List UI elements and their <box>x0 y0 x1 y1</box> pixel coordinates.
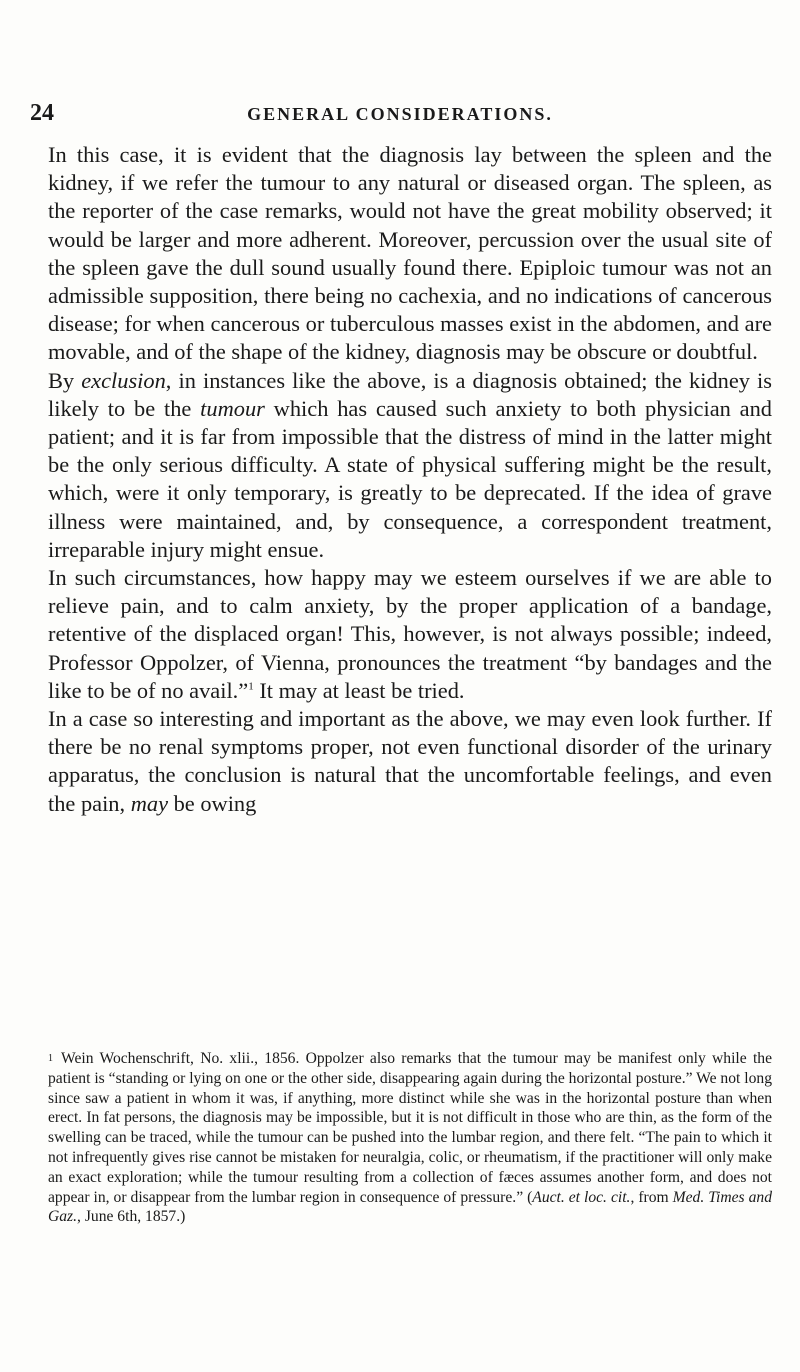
paragraph-text: By <box>48 367 82 393</box>
footnotes <box>48 1049 772 1227</box>
emphasis-tumour: tumour <box>200 395 265 421</box>
paragraph-text: In a case so interesting and important as the above, we may even look further. If there be no renal symptoms proper, not even functional disorder of the urinary apparatus, the conclusion is natural that the uncomfortable feelings, and even the pain, <box>48 706 772 816</box>
paragraph-text: , in instances like the above, is a diagnosis obtained; the kidney is likely to be the <box>48 367 772 421</box>
main-text <box>48 141 772 818</box>
paragraph-text: In this case, it is evident that the diagnosis lay between the spleen and the kidney, if we refer the tumour to any natural or diseased organ. The spleen, as the reporter of the case remarks, would not have the great mobility observed; it would be larger and more adherent. Moreover, percussion over the usual site of the spleen gave the dull sound usually found there. Epiploic tumour was not an admissible supposition, there being no cachexia, and no indications of cancerous disease; for when cancerous or tuberculous masses exist in the abdomen, and are movable, and of the shape of the kidney, diagnosis may be obscure or doubtful. <box>48 142 772 365</box>
footnote-journal: Med. Times and Gaz. <box>48 1188 772 1226</box>
footnote-1 <box>48 1049 772 1227</box>
paragraph-text: which has caused such anxiety to both physician and patient; and it is far from impossible that the distress of mind in the latter might be the only serious difficulty. A state of physical suffering might be the result, which, were it only temporary, is greatly to be deprecated. If the idea of grave illness were maintained, and, by consequence, a correspondent treatment, irreparable injury might ensue. <box>48 395 772 562</box>
page-header <box>30 100 770 136</box>
emphasis-exclusion: exclusion <box>81 367 166 393</box>
footnote-mark: 1 <box>48 1053 53 1064</box>
paragraph-text: be owing <box>168 790 257 816</box>
paragraph-text: It may at least be tried. <box>253 677 465 703</box>
emphasis-may: may <box>130 790 169 816</box>
footnote-citation: Auct. et loc. cit. <box>532 1188 631 1206</box>
footnote-text: , June 6th, 1857.) <box>77 1208 186 1226</box>
paragraph-4 <box>48 705 772 818</box>
footnote-text: Wein Wochenschrift, No. xlii., 1856. Oppolzer also remarks that the tumour may be manifest only while the patient is “standing or lying on one or the other side, disappearing again during the horizontal posture.” We not long since saw a patient in whom it was, if anything, more distinct while she was in the horizontal posture than when erect. In fat persons, the diagnosis may be impossible, but it is not difficult in those who are thin, as the form of the swelling can be traced, while the tumour can be pushed into the lumbar region, and there felt. “The pain to which it not infrequently gives rise cannot be mistaken for neuralgia, colic, or rheumatism, if the practitioner will only make an exact exploration; while the tumour resulting from a collection of fæces assumes another form, and does not appear in, or disappear from the lumbar region in consequence of pressure.” ( <box>48 1050 772 1206</box>
footnote-reference[interactable]: 1 <box>248 680 254 693</box>
paragraph-text: In such circumstances, how happy may we esteem ourselves if we are able to relieve pain, and to calm anxiety, by the proper application of a bandage, retentive of the displaced organ! This, however, is not always possible; indeed, Professor Oppolzer, of Vienna, pronounces the treatment “by bandages and the like to be of no avail.” <box>48 565 772 703</box>
page-number: 24 <box>30 100 54 126</box>
running-head: GENERAL CONSIDERATIONS. <box>247 104 553 124</box>
paragraph-1 <box>48 141 772 367</box>
footnote-text: , from <box>630 1188 673 1206</box>
paragraph-3 <box>48 564 772 705</box>
paragraph-2 <box>48 367 772 564</box>
